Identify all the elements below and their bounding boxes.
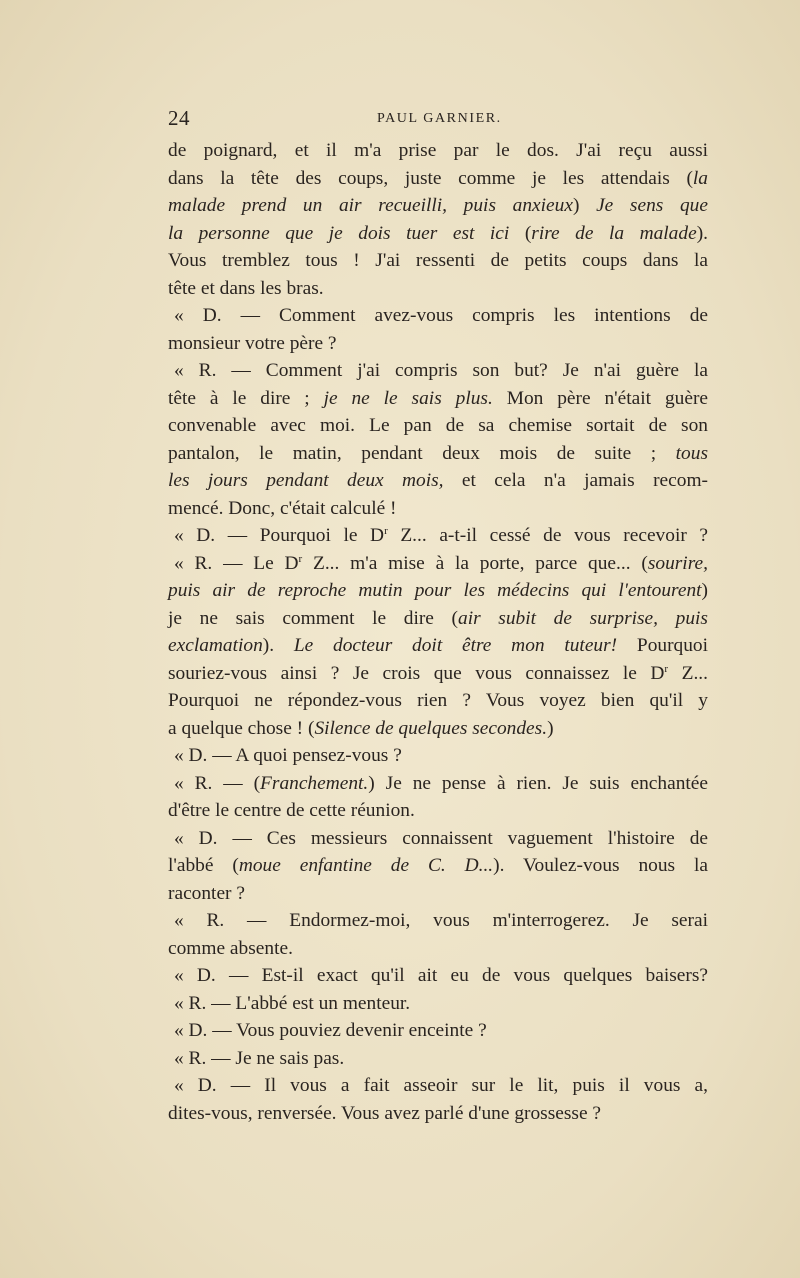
text-span: tête et dans les bras. xyxy=(168,277,324,299)
text-line xyxy=(168,275,708,303)
text-span: dites-vous, renversée. Vous avez parlé d'une grossesse ? xyxy=(168,1102,602,1124)
text-span: « R. — Le D xyxy=(174,552,299,574)
italic-text: tous xyxy=(675,442,708,464)
superscript: r xyxy=(384,525,388,537)
text-span: « D. — Ces messieurs connaissent vaguement l'histoire de xyxy=(174,827,708,849)
text-span: « D. — Est-il exact qu'il ait eu de vous quelques baisers? xyxy=(174,965,708,986)
text-span: « R. — Endormez-moi, vous m'interrogerez. Je serai xyxy=(174,910,708,931)
text-span: dans la tête des coups, juste comme je les attendais ( xyxy=(168,167,693,189)
italic-text: sourire, xyxy=(647,552,708,574)
text-line xyxy=(168,440,708,468)
text-line xyxy=(168,192,708,220)
italic-text: puis air de reproche mutin pour les médecins qui l'entourent xyxy=(168,580,702,601)
text-line xyxy=(168,990,708,1018)
italic-text: Silence de quelques secondes. xyxy=(314,717,548,739)
superscript: r xyxy=(664,662,669,675)
text-line xyxy=(168,852,708,880)
text-span: Pourquoi xyxy=(617,635,709,656)
text-span: tête à le dire ; xyxy=(168,387,324,409)
text-span: et cela n'a jamais recom- xyxy=(443,470,708,491)
italic-text: je ne le sais plus. xyxy=(323,387,493,409)
text-line xyxy=(168,467,708,495)
italic-text: rire de la malade xyxy=(531,222,697,244)
text-span: « D. — Pourquoi le D xyxy=(174,525,385,546)
body-text xyxy=(168,137,708,1127)
text-line xyxy=(168,770,708,798)
text-line xyxy=(168,880,708,908)
page-number: 24 xyxy=(168,106,190,130)
text-line xyxy=(168,797,708,825)
text-span: « R. — ( xyxy=(174,772,261,794)
text-span: d'être le centre de cette réunion. xyxy=(168,800,415,821)
text-line xyxy=(168,495,708,523)
text-span: Mon père n'était guère xyxy=(492,387,709,409)
italic-text: moue enfantine de C. D... xyxy=(238,855,494,876)
text-line xyxy=(168,632,708,660)
text-span: ) xyxy=(701,580,708,601)
text-span: ) Je ne pense à rien. Je suis enchantée xyxy=(368,772,709,794)
italic-text: Le docteur doit être mon tuteur! xyxy=(293,635,618,656)
superscript: r xyxy=(298,552,303,565)
text-line xyxy=(168,165,708,193)
italic-text: exclamation xyxy=(168,635,263,656)
text-line xyxy=(168,935,708,963)
text-line xyxy=(168,220,708,248)
text-span: souriez-vous ainsi ? Je crois que vous connaissez le D xyxy=(168,662,665,684)
text-span: monsieur votre père ? xyxy=(168,332,337,354)
italic-text: air subit de surprise, puis xyxy=(458,607,708,629)
italic-text: les jours pendant deux mois, xyxy=(168,470,444,491)
text-line xyxy=(168,577,708,605)
text-span: convenable avec moi. Le pan de sa chemise sortait de son xyxy=(168,415,708,436)
text-line xyxy=(168,302,708,330)
text-line xyxy=(168,660,708,688)
italic-text: la personne que je dois tuer est ici xyxy=(168,222,510,244)
text-span: je ne sais comment le dire ( xyxy=(168,607,459,629)
italic-text: la xyxy=(692,167,708,189)
text-line xyxy=(168,522,708,550)
text-line xyxy=(168,247,708,275)
text-line xyxy=(168,742,708,770)
text-span: ). Voulez-vous nous la xyxy=(493,855,708,876)
text-line xyxy=(168,907,708,935)
text-line xyxy=(168,137,708,165)
text-span: « D. — A quoi pensez-vous ? xyxy=(174,745,402,766)
text-line xyxy=(168,1072,708,1100)
text-line xyxy=(168,687,708,715)
running-title: PAUL GARNIER. xyxy=(377,111,502,126)
text-line xyxy=(168,1100,708,1128)
text-line xyxy=(168,605,708,633)
text-span: Z... xyxy=(668,662,708,684)
italic-text: malade prend un air recueilli, puis anxieux xyxy=(168,195,573,216)
text-line xyxy=(168,715,708,743)
text-span: ) xyxy=(572,195,597,216)
text-span: comme absente. xyxy=(168,937,293,959)
text-span: « R. — L'abbé est un menteur. xyxy=(174,992,411,1014)
text-span: l'abbé ( xyxy=(168,855,239,876)
text-span: pantalon, le matin, pendant deux mois de suite ; xyxy=(168,442,676,464)
text-line xyxy=(168,1045,708,1073)
text-span: Z... m'a mise à la porte, parce que... ( xyxy=(302,552,648,574)
text-span: mencé. Donc, c'était calculé ! xyxy=(168,497,397,519)
italic-text: Franchement. xyxy=(260,772,369,794)
text-span: a quelque chose ! ( xyxy=(168,717,315,739)
text-line xyxy=(168,412,708,440)
text-line xyxy=(168,825,708,853)
text-span: ( xyxy=(509,222,532,244)
text-line xyxy=(168,550,708,578)
text-span: « R. — Comment j'ai compris son but? Je n'ai guère la xyxy=(174,360,708,381)
text-line xyxy=(168,962,708,990)
text-span: « D. — Vous pouviez devenir enceinte ? xyxy=(174,1020,487,1041)
text-span: ). xyxy=(262,635,294,656)
text-line xyxy=(168,357,708,385)
italic-text: Je sens que xyxy=(596,195,708,216)
text-line xyxy=(168,385,708,413)
text-span: « R. — Je ne sais pas. xyxy=(174,1047,345,1069)
text-span: « D. — Il vous a fait asseoir sur le lit, puis il vous a, xyxy=(174,1075,708,1096)
text-span: ) xyxy=(547,717,554,739)
text-span: Z... a-t-il cessé de vous recevoir ? xyxy=(387,525,708,546)
text-span: Pourquoi ne répondez-vous rien ? Vous voyez bien qu'il y xyxy=(168,690,708,711)
text-span: « D. — Comment avez-vous compris les intentions de xyxy=(174,305,708,326)
text-line xyxy=(168,1017,708,1045)
text-span: raconter ? xyxy=(168,882,245,904)
text-span: ). xyxy=(696,222,708,244)
text-span: de poignard, et il m'a prise par le dos. J'ai reçu aussi xyxy=(168,140,708,161)
text-line xyxy=(168,330,708,358)
page-header xyxy=(168,106,708,130)
text-span: Vous tremblez tous ! J'ai ressenti de petits coups dans la xyxy=(168,250,708,271)
